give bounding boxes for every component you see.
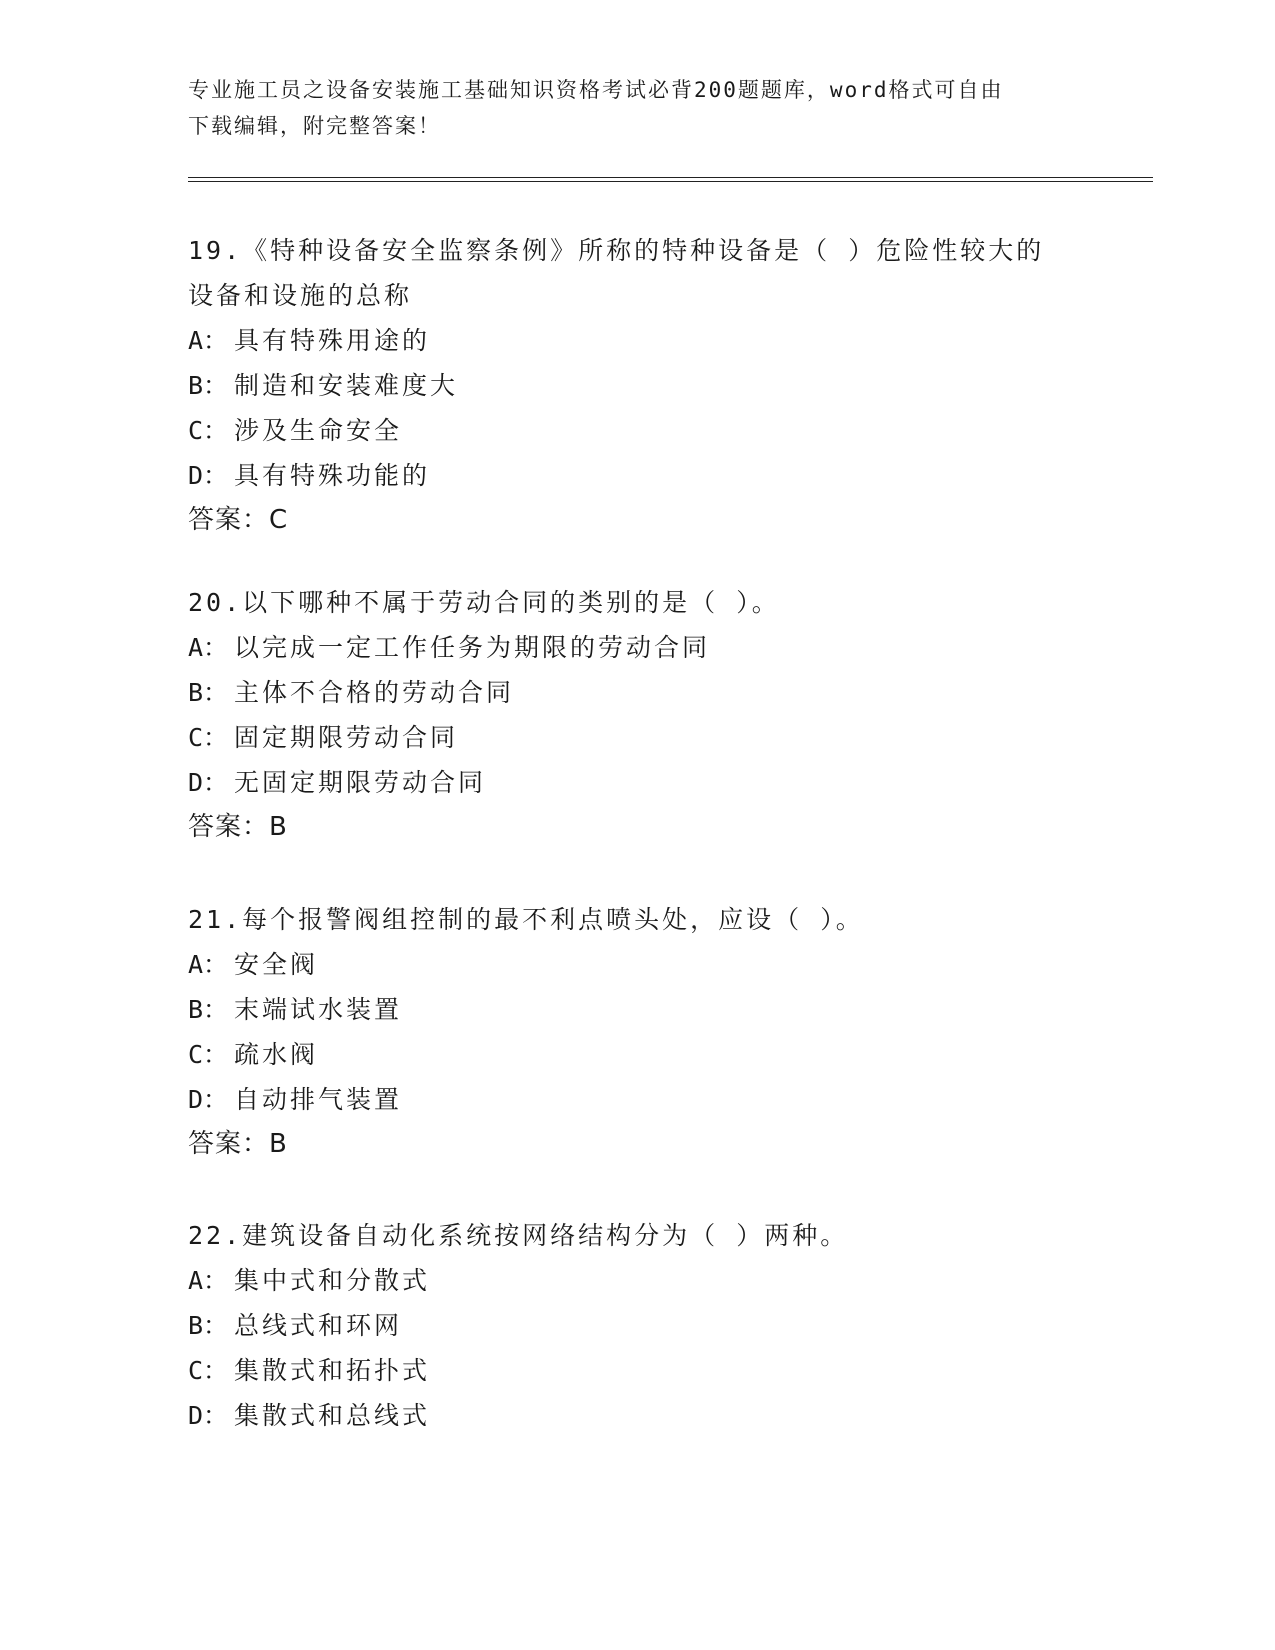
- option-text: 具有特殊用途的: [234, 326, 431, 355]
- option-a: [188, 625, 1088, 670]
- option-letter: C：: [188, 1356, 229, 1385]
- option-text: 集散式和总线式: [234, 1401, 431, 1430]
- option-letter: A：: [188, 950, 229, 979]
- answer: 答案：B: [188, 1129, 288, 1159]
- option-letter: B：: [188, 371, 229, 400]
- option-text: 末端试水装置: [234, 995, 403, 1024]
- option-letter: C：: [188, 1040, 229, 1069]
- question-stem: 22.建筑设备自动化系统按网络结构分为（ ）两种。: [188, 1221, 849, 1250]
- header-line-1: 专业施工员之设备安装施工基础知识资格考试必背200题题库，word格式可自由: [188, 78, 1004, 102]
- option-text: 疏水阀: [234, 1040, 319, 1069]
- option-letter: D：: [188, 1085, 229, 1114]
- question-stem: 20.以下哪种不属于劳动合同的类别的是（ ）。: [188, 588, 780, 617]
- question-20: [188, 580, 1088, 850]
- option-text: 涉及生命安全: [234, 416, 403, 445]
- answer: 答案：C: [188, 505, 289, 535]
- answer: 答案：B: [188, 812, 288, 842]
- option-letter: A：: [188, 1266, 229, 1295]
- option-c: [188, 1348, 1088, 1393]
- option-d: [188, 760, 1088, 805]
- document-header: [188, 72, 1088, 144]
- option-letter: A：: [188, 633, 229, 662]
- option-text: 集散式和拓扑式: [234, 1356, 431, 1385]
- option-text: 具有特殊功能的: [234, 461, 431, 490]
- header-divider-top: [188, 177, 1153, 178]
- option-b: [188, 363, 1088, 408]
- option-d: [188, 453, 1088, 498]
- option-letter: B：: [188, 678, 229, 707]
- option-text: 安全阀: [234, 950, 319, 979]
- option-letter: C：: [188, 723, 229, 752]
- question-22: [188, 1213, 1088, 1438]
- header-line-2: 下载编辑，附完整答案！: [188, 114, 441, 138]
- option-letter: C：: [188, 416, 229, 445]
- option-b: [188, 670, 1088, 715]
- option-text: 固定期限劳动合同: [234, 723, 459, 752]
- option-a: [188, 942, 1088, 987]
- option-letter: A：: [188, 326, 229, 355]
- question-stem: 19.《特种设备安全监察条例》所称的特种设备是（ ）危险性较大的: [188, 236, 1045, 265]
- option-letter: B：: [188, 1311, 229, 1340]
- option-a: [188, 318, 1088, 363]
- option-letter: D：: [188, 1401, 229, 1430]
- option-text: 以完成一定工作任务为期限的劳动合同: [234, 633, 711, 662]
- option-c: [188, 1032, 1088, 1077]
- header-divider-bottom: [188, 181, 1153, 182]
- option-letter: D：: [188, 768, 229, 797]
- option-text: 制造和安装难度大: [234, 371, 459, 400]
- option-text: 主体不合格的劳动合同: [234, 678, 515, 707]
- option-text: 无固定期限劳动合同: [234, 768, 487, 797]
- option-b: [188, 1303, 1088, 1348]
- option-text: 自动排气装置: [234, 1085, 403, 1114]
- question-21: [188, 897, 1088, 1167]
- option-b: [188, 987, 1088, 1032]
- question-stem-continued: 设备和设施的总称: [188, 281, 413, 310]
- option-d: [188, 1393, 1088, 1438]
- question-19: [188, 228, 1088, 543]
- option-letter: B：: [188, 995, 229, 1024]
- option-c: [188, 715, 1088, 760]
- question-stem: 21.每个报警阀组控制的最不利点喷头处，应设（ ）。: [188, 905, 864, 934]
- option-d: [188, 1077, 1088, 1122]
- option-a: [188, 1258, 1088, 1303]
- option-text: 总线式和环网: [234, 1311, 403, 1340]
- option-c: [188, 408, 1088, 453]
- option-letter: D：: [188, 461, 229, 490]
- option-text: 集中式和分散式: [234, 1266, 431, 1295]
